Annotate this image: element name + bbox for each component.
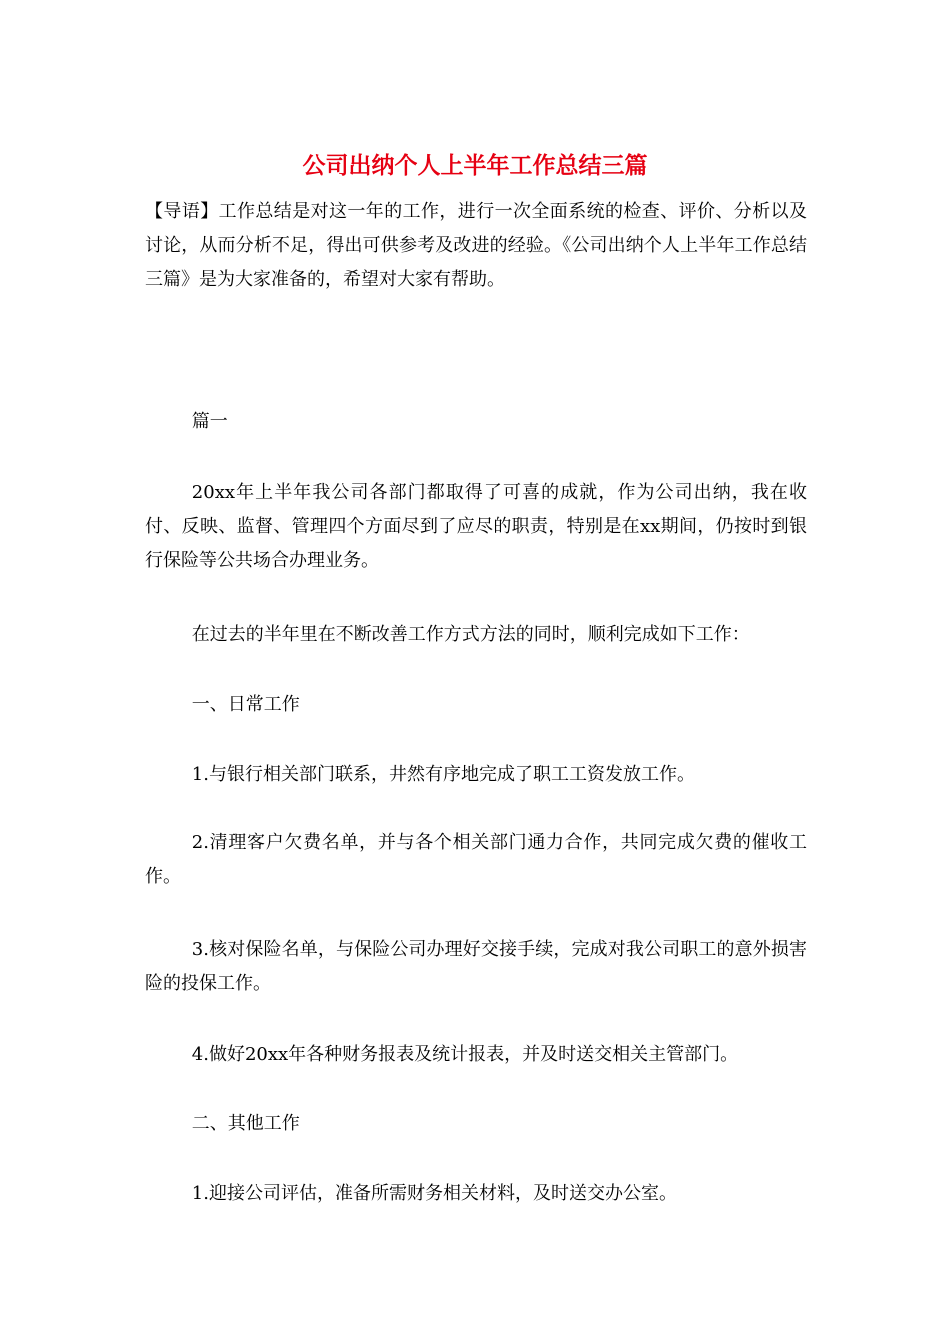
list-item: 3.核对保险名单，与保险公司办理好交接手续，完成对我公司职工的意外损害险的投保工作。 (145, 939, 807, 994)
subheading-other-work: 二、其他工作 (191, 1113, 300, 1134)
section-heading-part-one: 篇一 (191, 411, 228, 432)
body-paragraph: 在过去的半年里在不断改善工作方式方法的同时，顺利完成如下工作： (191, 624, 750, 645)
list-item: 2.清理客户欠费名单，并与各个相关部门通力合作，共同完成欠费的催收工作。 (145, 832, 807, 887)
lead-paragraph: 【导语】工作总结是对这一年的工作，进行一次全面系统的检查、评价、分析以及讨论，从而分析不足，得出可供参考及改进的经验。《公司出纳个人上半年工作总结三篇》是为大家准备的，希望对大家有帮助。 (145, 201, 807, 290)
subheading-daily-work: 一、日常工作 (191, 694, 300, 715)
list-item: 1.与银行相关部门联系，井然有序地完成了职工工资发放工作。 (191, 764, 695, 785)
document-title: 公司出纳个人上半年工作总结三篇 (302, 152, 648, 179)
list-item: 1.迎接公司评估，准备所需财务相关材料，及时送交办公室。 (191, 1183, 677, 1204)
list-item: 4.做好20xx年各种财务报表及统计报表，并及时送交相关主管部门。 (191, 1044, 739, 1065)
body-paragraph: 20xx年上半年我公司各部门都取得了可喜的成就，作为公司出纳，我在收付、反映、监督、管理四个方面尽到了应尽的职责，特别是在xx期间，仍按时到银行保险等公共场合办理业务。 (145, 482, 807, 571)
